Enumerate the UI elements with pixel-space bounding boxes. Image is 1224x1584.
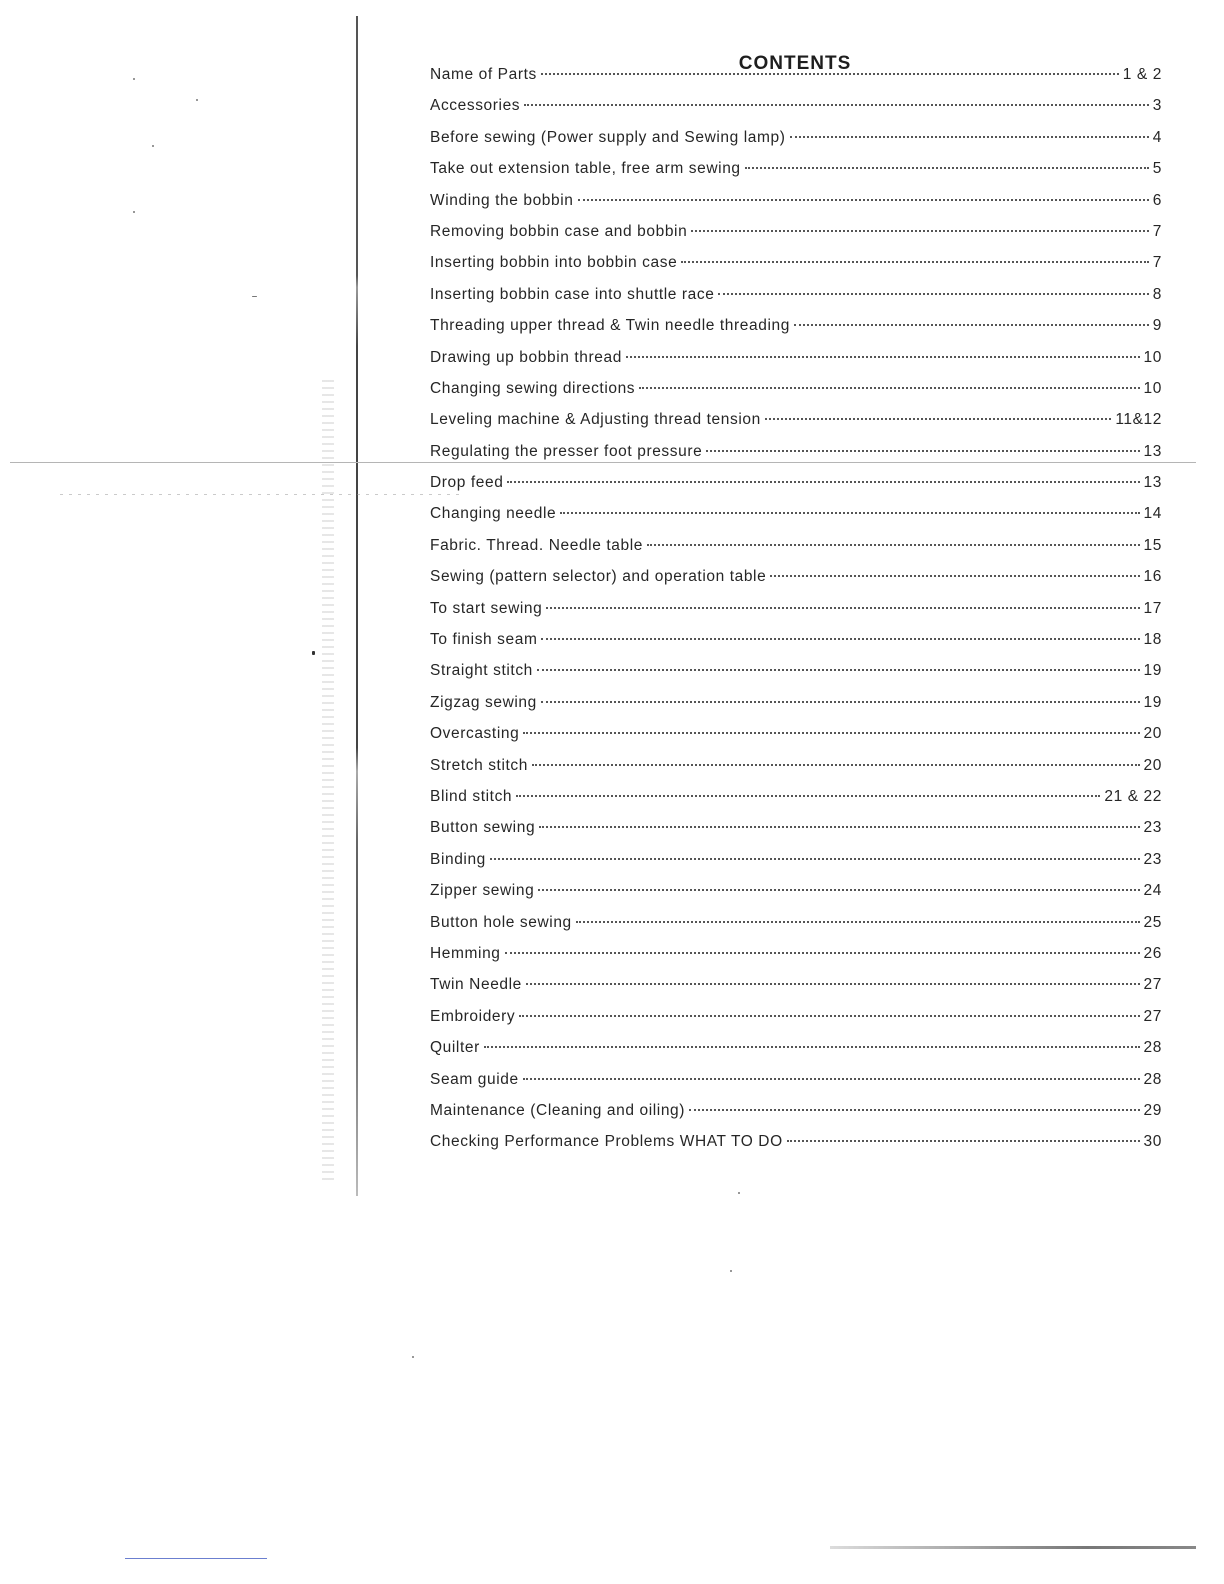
dot-leader <box>523 732 1139 734</box>
scan-dust <box>252 296 257 297</box>
dot-leader <box>765 418 1111 420</box>
dot-leader <box>787 1140 1140 1142</box>
toc-entry-label: Inserting bobbin into bobbin case <box>430 254 678 272</box>
toc-entry-page-number: 17 <box>1143 599 1162 617</box>
toc-entry-page-number: 13 <box>1143 474 1162 492</box>
toc-entry <box>430 474 1162 505</box>
fold-line-faint <box>60 494 460 495</box>
toc-entry <box>430 851 1162 882</box>
dot-leader <box>647 544 1140 546</box>
toc-entry-page-number: 15 <box>1143 536 1162 554</box>
toc-entry-label: Fabric. Thread. Needle table <box>430 536 643 554</box>
binding-shadow <box>322 380 334 1180</box>
toc-entry-label: Binding <box>430 850 486 868</box>
toc-entry-label: Stretch stitch <box>430 756 528 774</box>
scan-dust <box>133 211 135 213</box>
toc-entry <box>430 443 1162 474</box>
toc-entry <box>430 286 1162 317</box>
dot-leader <box>689 1109 1140 1111</box>
scan-dust <box>133 78 135 80</box>
toc-entry-label: Seam guide <box>430 1070 519 1088</box>
toc-entry-label: Button sewing <box>430 819 536 837</box>
toc-entry-page-number: 16 <box>1143 568 1162 586</box>
toc-entry-page-number: 10 <box>1143 379 1162 397</box>
toc-entry <box>430 160 1162 191</box>
toc-entry-page-number: 23 <box>1143 819 1162 837</box>
toc-entry <box>430 97 1162 128</box>
toc-entry <box>430 380 1162 411</box>
toc-entry-label: Zigzag sewing <box>430 693 537 711</box>
dot-leader <box>560 512 1139 514</box>
toc-entry-page-number: 8 <box>1152 285 1162 303</box>
toc-entry <box>430 254 1162 285</box>
toc-entry <box>430 1133 1162 1164</box>
page-title: CONTENTS <box>738 52 852 74</box>
toc-entry <box>430 600 1162 631</box>
table-of-contents <box>430 66 1162 1165</box>
toc-entry-label: Accessories <box>430 97 521 115</box>
dot-leader <box>770 575 1139 577</box>
dot-leader <box>532 764 1140 766</box>
dot-leader <box>516 795 1100 797</box>
toc-entry-label: Name of Parts <box>430 66 537 83</box>
toc-entry-label: Overcasting <box>430 725 520 743</box>
toc-entry-label: Before sewing (Power supply and Sewing lamp) <box>430 128 786 146</box>
toc-entry <box>430 411 1162 442</box>
toc-entry-page-number: 27 <box>1143 1007 1162 1025</box>
toc-entry-label: Inserting bobbin case into shuttle race <box>430 285 715 303</box>
dot-leader <box>794 324 1149 326</box>
scan-dust <box>312 651 315 655</box>
toc-entry-label: Blind stitch <box>430 787 513 805</box>
toc-entry-page-number: 6 <box>1152 191 1162 209</box>
dot-leader <box>691 230 1148 232</box>
dot-leader <box>576 921 1140 923</box>
toc-entry-page-number: 11&12 <box>1115 411 1162 429</box>
toc-entry-label: Take out extension table, free arm sewing <box>430 160 741 178</box>
toc-entry <box>430 1039 1162 1070</box>
scan-dust <box>152 145 154 147</box>
dot-leader <box>538 889 1139 891</box>
dot-leader <box>490 858 1140 860</box>
dot-leader <box>519 1015 1139 1017</box>
dot-leader <box>505 952 1140 954</box>
toc-entry-page-number: 26 <box>1143 944 1162 962</box>
toc-entry-label: Straight stitch <box>430 662 533 680</box>
toc-entry <box>430 223 1162 254</box>
toc-entry <box>430 945 1162 976</box>
dot-leader <box>541 638 1139 640</box>
toc-entry <box>430 66 1162 97</box>
toc-entry-page-number: 21 & 22 <box>1104 787 1162 805</box>
toc-entry-page-number: 19 <box>1143 693 1162 711</box>
toc-entry-page-number: 14 <box>1143 505 1162 523</box>
dot-leader <box>541 73 1119 75</box>
dot-leader <box>681 261 1148 263</box>
toc-entry-label: Leveling machine & Adjusting thread tension <box>430 411 761 429</box>
toc-entry <box>430 505 1162 536</box>
toc-entry-page-number: 20 <box>1143 725 1162 743</box>
toc-entry-label: Winding the bobbin <box>430 191 574 209</box>
toc-entry-label: Changing sewing directions <box>430 379 636 397</box>
toc-entry-page-number: 28 <box>1143 1070 1162 1088</box>
toc-entry <box>430 568 1162 599</box>
toc-entry-page-number: 4 <box>1152 128 1162 146</box>
toc-entry-page-number: 1 & 2 <box>1122 66 1162 83</box>
toc-entry-page-number: 20 <box>1143 756 1162 774</box>
toc-entry-label: Maintenance (Cleaning and oiling) <box>430 1101 686 1119</box>
dot-leader <box>639 387 1139 389</box>
toc-entry <box>430 819 1162 850</box>
toc-entry-page-number: 7 <box>1152 222 1162 240</box>
toc-entry <box>430 976 1162 1007</box>
dot-leader <box>718 293 1148 295</box>
scan-dust <box>196 99 198 101</box>
toc-entry-page-number: 7 <box>1152 254 1162 272</box>
toc-entry <box>430 1071 1162 1102</box>
dot-leader <box>537 669 1140 671</box>
dot-leader <box>484 1046 1140 1048</box>
toc-entry-label: To finish seam <box>430 631 538 649</box>
toc-entry-page-number: 18 <box>1143 631 1162 649</box>
dot-leader <box>546 607 1139 609</box>
toc-entry-label: Regulating the presser foot pressure <box>430 442 703 460</box>
toc-entry-page-number: 13 <box>1143 442 1162 460</box>
toc-entry-page-number: 30 <box>1143 1133 1162 1151</box>
toc-entry-label: To start sewing <box>430 599 543 617</box>
binding-edge-line <box>356 16 358 1196</box>
toc-entry-page-number: 24 <box>1143 882 1162 900</box>
toc-entry <box>430 725 1162 756</box>
dot-leader <box>790 136 1149 138</box>
toc-entry-page-number: 25 <box>1143 913 1162 931</box>
dot-leader <box>541 701 1140 703</box>
scan-dust <box>738 1192 740 1194</box>
toc-entry <box>430 694 1162 725</box>
toc-entry <box>430 882 1162 913</box>
toc-entry-label: Zipper sewing <box>430 882 535 900</box>
bottom-scan-bar <box>830 1546 1196 1549</box>
dot-leader <box>526 983 1140 985</box>
toc-entry-page-number: 5 <box>1152 160 1162 178</box>
scan-dust <box>730 1270 732 1272</box>
dot-leader <box>626 356 1140 358</box>
toc-entry <box>430 757 1162 788</box>
toc-entry-label: Drawing up bobbin thread <box>430 348 622 366</box>
toc-entry-page-number: 19 <box>1143 662 1162 680</box>
dot-leader <box>524 104 1149 106</box>
toc-entry <box>430 788 1162 819</box>
toc-entry-label: Sewing (pattern selector) and operation table <box>430 568 767 586</box>
toc-entry <box>430 192 1162 223</box>
toc-entry <box>430 537 1162 568</box>
dot-leader <box>578 199 1149 201</box>
dot-leader <box>507 481 1139 483</box>
toc-entry <box>430 129 1162 160</box>
toc-entry-label: Threading upper thread & Twin needle threading <box>430 317 790 335</box>
toc-entry <box>430 317 1162 348</box>
toc-entry-page-number: 10 <box>1143 348 1162 366</box>
toc-entry-page-number: 9 <box>1152 317 1162 335</box>
toc-entry-label: Quilter <box>430 1039 480 1057</box>
toc-entry <box>430 631 1162 662</box>
dot-leader <box>745 167 1149 169</box>
bottom-underline <box>125 1558 267 1559</box>
toc-entry <box>430 1102 1162 1133</box>
toc-entry-label: Drop feed <box>430 474 504 492</box>
toc-entry-page-number: 3 <box>1152 97 1162 115</box>
scan-dust <box>412 1356 414 1358</box>
toc-entry-page-number: 29 <box>1143 1101 1162 1119</box>
dot-leader <box>706 450 1139 452</box>
toc-entry-page-number: 27 <box>1143 976 1162 994</box>
toc-entry <box>430 349 1162 380</box>
toc-entry <box>430 1008 1162 1039</box>
dot-leader <box>539 826 1139 828</box>
dot-leader <box>523 1078 1140 1080</box>
toc-entry-label: Checking Performance Problems WHAT TO DO <box>430 1133 783 1151</box>
toc-entry-label: Button hole sewing <box>430 913 572 931</box>
toc-entry-label: Hemming <box>430 944 501 962</box>
toc-entry-label: Changing needle <box>430 505 557 523</box>
toc-entry-label: Embroidery <box>430 1007 516 1025</box>
toc-entry-page-number: 23 <box>1143 850 1162 868</box>
toc-entry-label: Removing bobbin case and bobbin <box>430 222 688 240</box>
toc-entry <box>430 914 1162 945</box>
toc-entry <box>430 662 1162 693</box>
toc-entry-page-number: 28 <box>1143 1039 1162 1057</box>
toc-entry-label: Twin Needle <box>430 976 522 994</box>
